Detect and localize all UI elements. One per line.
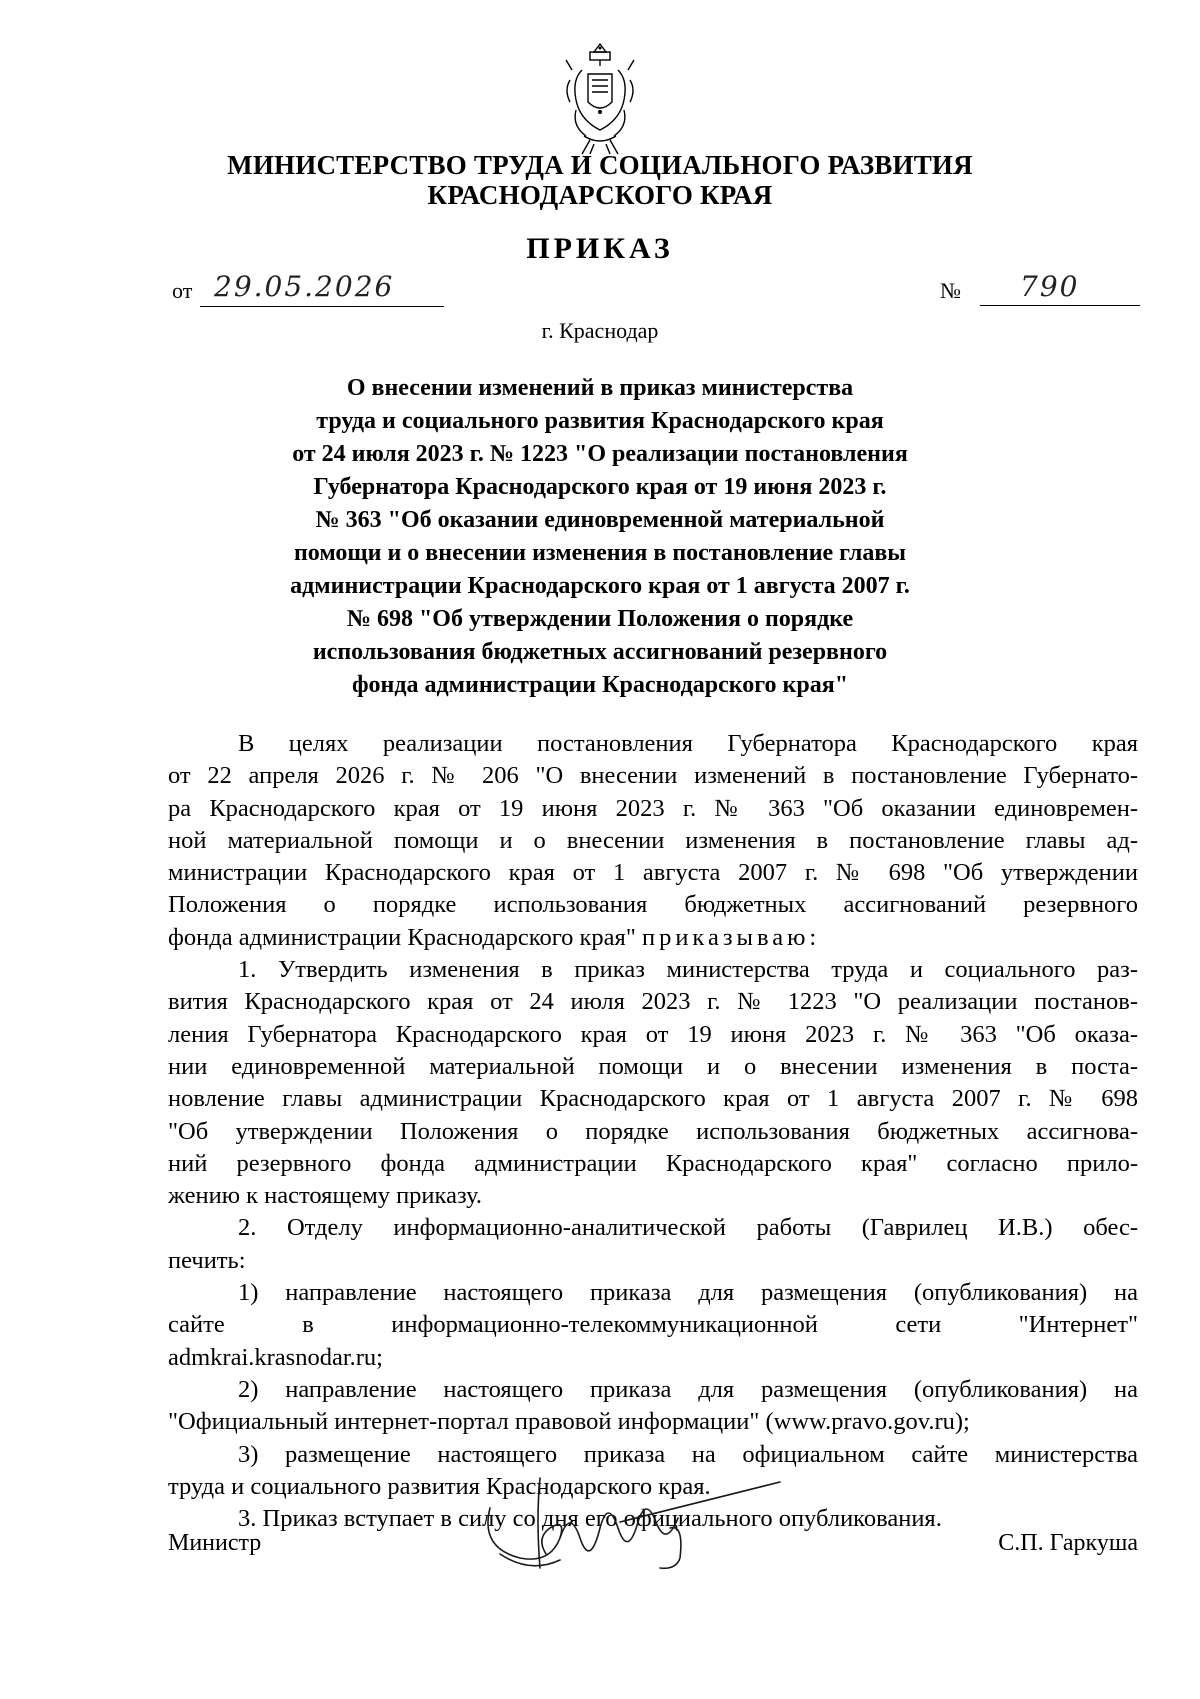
- subject-line: от 24 июля 2023 г. № 1223 "О реализации постановления: [292, 441, 908, 467]
- subject-line: О внесении изменений в приказ министерства: [346, 375, 854, 401]
- order-keyword: приказываю:: [641, 923, 821, 951]
- date-label: от: [172, 278, 193, 303]
- item-1-line: ний резервного фонда администрации Краснодарского края" согласно прило-: [168, 1149, 1138, 1177]
- ministry-line-2: КРАСНОДАРСКОГО КРАЯ: [427, 180, 773, 210]
- preamble-line: Положения о порядке использования бюджетных ассигнований резервного: [168, 891, 1138, 919]
- item-1-line: 1. Утвердить изменения в приказ министерства труда и социального раз-: [238, 956, 1138, 984]
- item-2-line: 2. Отделу информационно-аналитической работы (Гаврилец И.В.) обес-: [238, 1214, 1138, 1242]
- item-1-line: жению к настоящему приказу.: [168, 1182, 483, 1210]
- subject-line: труда и социального развития Краснодарского края: [316, 408, 884, 434]
- subject-line: фонда администрации Краснодарского края": [351, 672, 849, 698]
- item-2-2-line: "Официальный интернет-портал правовой информации" (www.pravo.gov.ru);: [168, 1408, 970, 1436]
- item-2-3-line: 3) размещение настоящего приказа на официальном сайте министерства: [238, 1440, 1138, 1468]
- number-value: 790: [980, 270, 1140, 306]
- item-1-line: вития Краснодарского края от 24 июля 2023 г. № 1223 "О реализации постанов-: [168, 988, 1138, 1016]
- preamble-line: ра Краснодарского края от 19 июня 2023 г. № 363 "Об оказании единовремен-: [168, 794, 1138, 822]
- order-body: [168, 728, 1138, 1535]
- krasnodar-coat-of-arms-icon: [560, 40, 640, 160]
- handwritten-signature: [470, 1468, 790, 1588]
- item-2-1-line: admkrai.krasnodar.ru;: [168, 1343, 383, 1371]
- number-label: №: [940, 278, 961, 303]
- subject-line: использования бюджетных ассигнований резервного: [312, 639, 888, 665]
- item-3-line: 3. Приказ вступает в силу со дня его официального опубликования.: [238, 1505, 942, 1533]
- preamble-line: министрации Краснодарского края от 1 августа 2007 г. № 698 "Об утверждении: [168, 859, 1138, 887]
- city: г. Краснодар: [541, 318, 659, 343]
- item-2-1-line: 1) направление настоящего приказа для размещения (опубликования) на: [238, 1279, 1138, 1307]
- item-1-line: нии единовременной материальной помощи и о внесении изменения в поста-: [168, 1052, 1138, 1080]
- document-type: ПРИКАЗ: [526, 232, 674, 265]
- date-value: 29.05.2026: [200, 270, 444, 307]
- item-1-line: новление главы администрации Краснодарского края от 1 августа 2007 г. № 698: [168, 1085, 1138, 1113]
- subject-line: Губернатора Краснодарского края от 19 июня 2023 г.: [313, 474, 887, 500]
- item-2-line: печить:: [168, 1246, 246, 1274]
- item-1-line: ления Губернатора Краснодарского края от 19 июня 2023 г. № 363 "Об оказа-: [168, 1020, 1138, 1048]
- preamble-line: В целях реализации постановления Губернатора Краснодарского края: [238, 730, 1138, 757]
- ministry-line-1: МИНИСТЕРСТВО ТРУДА И СОЦИАЛЬНОГО РАЗВИТИЯ: [227, 150, 973, 180]
- subject-line: помощи и о внесении изменения в постановление главы: [293, 540, 907, 566]
- subject-line: № 363 "Об оказании единовременной материальной: [315, 507, 885, 533]
- item-1-line: "Об утверждении Положения о порядке использования бюджетных ассигнова-: [168, 1117, 1138, 1145]
- preamble-line: от 22 апреля 2026 г. № 206 "О внесении изменений в постановление Губернато-: [168, 762, 1138, 790]
- ministry-name: [150, 150, 1050, 210]
- subject-line: администрации Краснодарского края от 1 августа 2007 г.: [290, 573, 910, 599]
- order-subject: [230, 372, 970, 702]
- item-2-3-line: труда и социального развития Краснодарского края.: [168, 1472, 711, 1500]
- preamble-line-last: [168, 922, 1138, 954]
- signer-name: С.П. Гаркуша: [998, 1530, 1138, 1556]
- preamble-text: фонда администрации Краснодарского края": [168, 923, 636, 951]
- item-2-1-line: сайте в информационно-телекоммуникационной сети "Интернет": [168, 1311, 1138, 1339]
- item-2-2-line: 2) направление настоящего приказа для размещения (опубликования) на: [238, 1375, 1138, 1403]
- subject-line: № 698 "Об утверждении Положения о порядке: [346, 606, 854, 632]
- preamble-line: ной материальной помощи и о внесении изменения в постановление главы ад-: [168, 826, 1138, 854]
- signer-title: Министр: [168, 1530, 262, 1556]
